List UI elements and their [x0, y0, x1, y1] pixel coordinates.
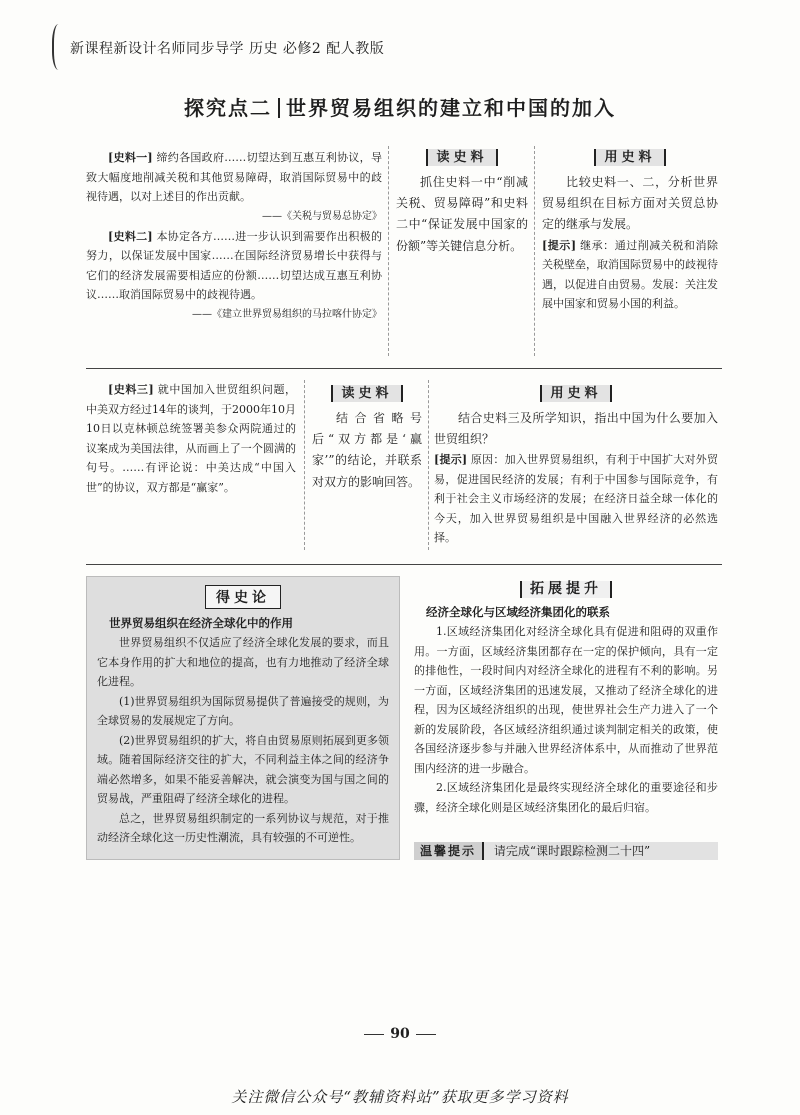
source1-ref: ——《关税与贸易总协定》: [262, 210, 382, 222]
block2-source: [86, 380, 296, 497]
source1-text: 缔约各国政府……切望达到互惠互利协议，导致大幅度地削减关税和其他贸易障碍，取消国际贸易中的歧视待遇，以对上述目的作出贡献。: [86, 151, 382, 203]
section-divider-line: [86, 564, 722, 565]
source3-label: [史料三]: [108, 383, 154, 396]
block2-use: [434, 382, 718, 548]
extension-paragraph: 2.区域经济集团化是最终实现经济全球化的重要途径和步骤，经济全球化则是区域经济集团化的最后归宿。: [414, 781, 718, 814]
conclusion-tag: 得史论: [205, 585, 281, 609]
use-tag-1: 用史料: [594, 149, 665, 166]
extension-tag: 拓展提升: [520, 581, 612, 598]
book-title: 新课程新设计名师同步导学 历史 必修2 配人教版: [70, 41, 385, 57]
warm-tip-bar: [414, 842, 718, 860]
block1-use: [542, 146, 718, 314]
hint-label-2: [提示]: [434, 453, 468, 467]
header-brace-decoration: [52, 24, 68, 70]
source2-ref: ——《建立世界贸易组织的马拉喀什协定》: [192, 308, 382, 320]
source3-text: 就中国加入世贸组织问题，中美双方经过14年的谈判，于2000年10月10日以克林顿总统签署美参众两院通过的议案成为美国法律，从而画上了一个圆满的句号。……有评论说：中美达成“中国入世”的协议，双方都是“赢家”。: [86, 383, 297, 494]
divider: [388, 146, 390, 356]
section-title-main: 世界贸易组织的建立和中国的加入: [286, 96, 616, 120]
hint-label-1: [提示]: [542, 238, 577, 252]
source2-label: [史料二]: [108, 229, 153, 243]
block2-read: [312, 382, 422, 493]
conclusion-paragraph: 世界贸易组织不仅适应了经济全球化发展的要求，而且它本身作用的扩大和地位的提高，也有力地推动了经济全球化进程。: [97, 636, 389, 688]
page-number: [0, 1026, 800, 1042]
divider: [534, 146, 536, 356]
read-tag-1: 读史料: [426, 149, 497, 166]
use-question-1: 比较史料一、二，分析世界贸易组织在目标方面对关贸总协定的继承与发展。: [542, 175, 718, 232]
footer-note: 关注微信公众号“教辅资料站”获取更多学习资料: [231, 1088, 569, 1106]
conclusion-paragraph: (2)世界贸易组织的扩大，将自由贸易原则拓展到更多领域。随着国际经济交往的扩大，不同利益主体之间的经济争端必然增多，如果不能妥善解决，就会演变为国与国之间的贸易战，严重阻碍了经济全球化的进程。: [97, 733, 389, 805]
conclusion-paragraph: (1)世界贸易组织为国际贸易提供了普遍接受的规则，为全球贸易的发展规定了方向。: [97, 694, 389, 727]
divider: [428, 380, 430, 550]
block1-read: [396, 146, 528, 257]
source2-text: 本协定各方……进一步认识到需要作出积极的努力，以保证发展中国家……在国际经济贸易增长中获得与它们的经济发展需要相适应的份额……切望达成互惠互利协议……取消国际贸易中的歧视待遇。: [86, 229, 382, 301]
extension-subtitle: 经济全球化与区域经济集团化的联系: [426, 605, 610, 619]
use-question-2: 结合史料三及所学知识，指出中国为什么要加入世贸组织？: [434, 411, 718, 447]
hint-text-2: 原因：加入世界贸易组织，有利于中国扩大对外贸易，促进国民经济的发展；有利于中国参与国际竞争，有利于社会主义市场经济的发展；在经济日益全球一体化的今天，加入世界贸易组织是中国融入世界经济的必然选择。: [434, 453, 718, 545]
conclusion-box: [86, 576, 400, 860]
source1-label: [史料一]: [108, 151, 153, 164]
read-text-2: 结合省略号后“双方都是‘赢家’”的结论，并联系对双方的影响回答。: [312, 411, 422, 489]
read-tag-2: 读史料: [331, 385, 402, 402]
conclusion-subtitle: 世界贸易组织在经济全球化中的作用: [109, 616, 293, 630]
hint-text-1: 继承：通过削减关税和消除关税壁垒，取消国际贸易中的歧视待遇，以促进自由贸易。发展：关注发展中国家和贸易小国的利益。: [542, 238, 719, 311]
section-title: [0, 92, 800, 121]
warm-tip-label: 温馨提示: [414, 842, 484, 860]
page-number-value: 90: [390, 1026, 410, 1042]
title-separator: [278, 98, 280, 118]
section-divider-line: [86, 368, 722, 369]
divider: [304, 380, 306, 550]
extension-paragraph: 1.区域经济集团化对经济全球化具有促进和阻碍的双重作用。一方面，区域经济集团都存在一定的保护倾向，具有一定的排他性，一段时间内对经济全球化的进程有不利的影响。另一方面，区域经济集团的迅速发展，又推动了经济全球化的进程，因为区域经济组织的出现，使世界社会生产力进入了一个新的发展阶段，各区域经济组织通过谈判制定相关的政策，使各国经济逐步参与并融入世界经济体系中，从而推动了世界范围内经济的进一步融合。: [414, 625, 718, 775]
warm-tip-text: 请完成“课时跟踪检测二十四”: [493, 844, 651, 858]
conclusion-paragraph: 总之，世界贸易组织制定的一系列协议与规范，对于推动经济全球化这一历史性潮流，具有较强的不可逆性。: [97, 811, 389, 844]
page-dash-right: [416, 1034, 436, 1035]
use-tag-2: 用史料: [540, 385, 611, 402]
page-dash-left: [364, 1034, 384, 1035]
extension-block: [414, 578, 718, 817]
read-text-1: 抓住史料一中“削减关税、贸易障碍”和史料二中“保证发展中国家的份额”等关键信息分析。: [396, 175, 528, 253]
section-title-prefix: 探究点二: [184, 96, 272, 120]
block1-sources: [86, 148, 382, 325]
